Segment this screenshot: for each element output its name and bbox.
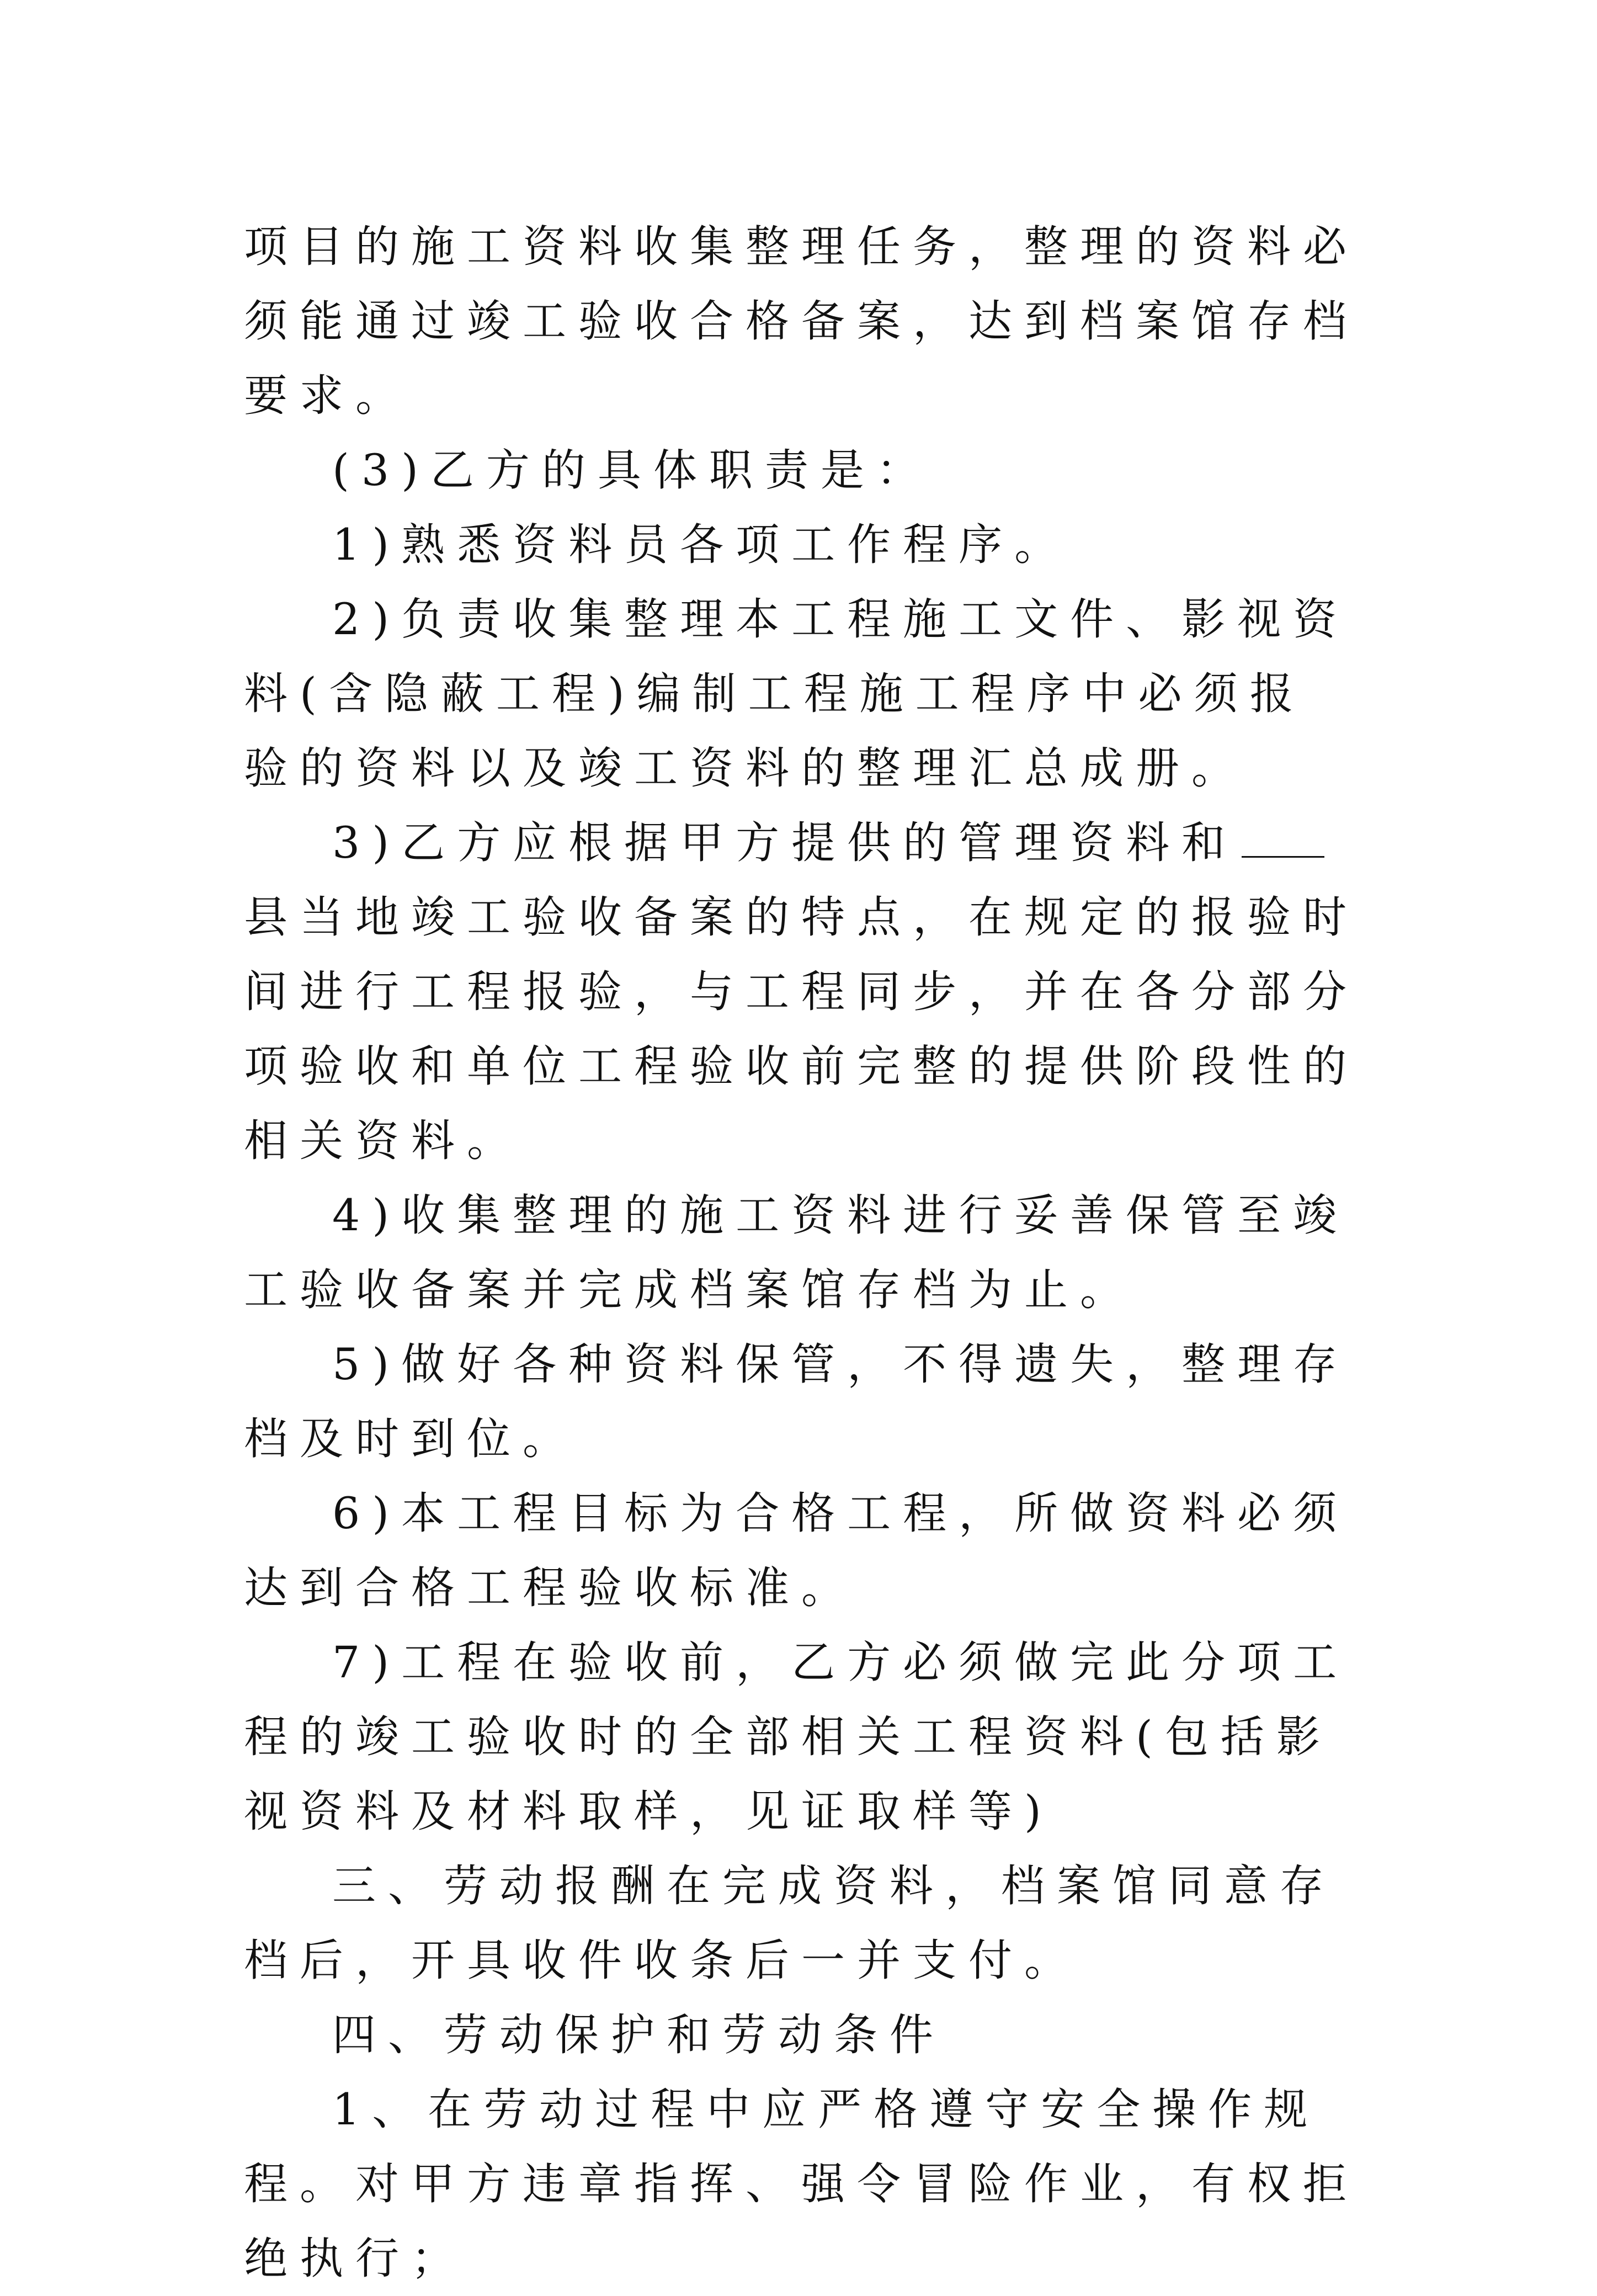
- paragraph-5-end: 县当地竣工验收备案的特点，在规定的报验时间进行工程报验，与工程同步，并在各分部分项验收和单位工程验收前完整的提供阶段性的相关资料。: [244, 892, 1359, 1166]
- paragraph-1: 项目的施工资料收集整理任务，整理的资料必须能通过竣工验收合格备案，达到档案馆存档要求。: [244, 221, 1359, 421]
- paragraph-4: 2)负责收集整理本工程施工文件、影视资料(含隐蔽工程)编制工程施工程序中必须报验的资料以及竣工资料的整理汇总成册。: [244, 594, 1349, 794]
- paragraph-3: 1)熟悉资料员各项工作程序。: [332, 519, 1071, 570]
- paragraph-10: 三、劳动报酬在完成资料，档案馆同意存档后，开具收件收条后一并支付。: [244, 1861, 1335, 1986]
- paragraph-7: 5)做好各种资料保管，不得遗失，整理存档及时到位。: [244, 1339, 1349, 1464]
- paragraph-9: 7)工程在验收前，乙方必须做完此分项工程的竣工验收时的全部相关工程资料(包括影视资料及材料取样，见证取样等): [244, 1637, 1349, 1837]
- paragraph-5: [244, 806, 1359, 1178]
- paragraph-2: (3)乙方的具体职责是：: [332, 445, 932, 496]
- paragraph-6: 4)收集整理的施工资料进行妥善保管至竣工验收备案并完成档案馆存档为止。: [244, 1190, 1349, 1315]
- document-body: [244, 210, 1359, 2296]
- paragraph-12: 1、在劳动过程中应严格遵守安全操作规程。对甲方违章指挥、强令冒险作业，有权拒绝执行；: [244, 2084, 1359, 2284]
- paragraph-8: 6)本工程目标为合格工程，所做资料必须达到合格工程验收标准。: [244, 1488, 1349, 1613]
- fill-in-blank: [1242, 817, 1324, 858]
- paragraph-5-start: 3)乙方应根据甲方提供的管理资料和: [332, 817, 1238, 868]
- paragraph-11: 四、劳动保护和劳动条件: [332, 2010, 945, 2060]
